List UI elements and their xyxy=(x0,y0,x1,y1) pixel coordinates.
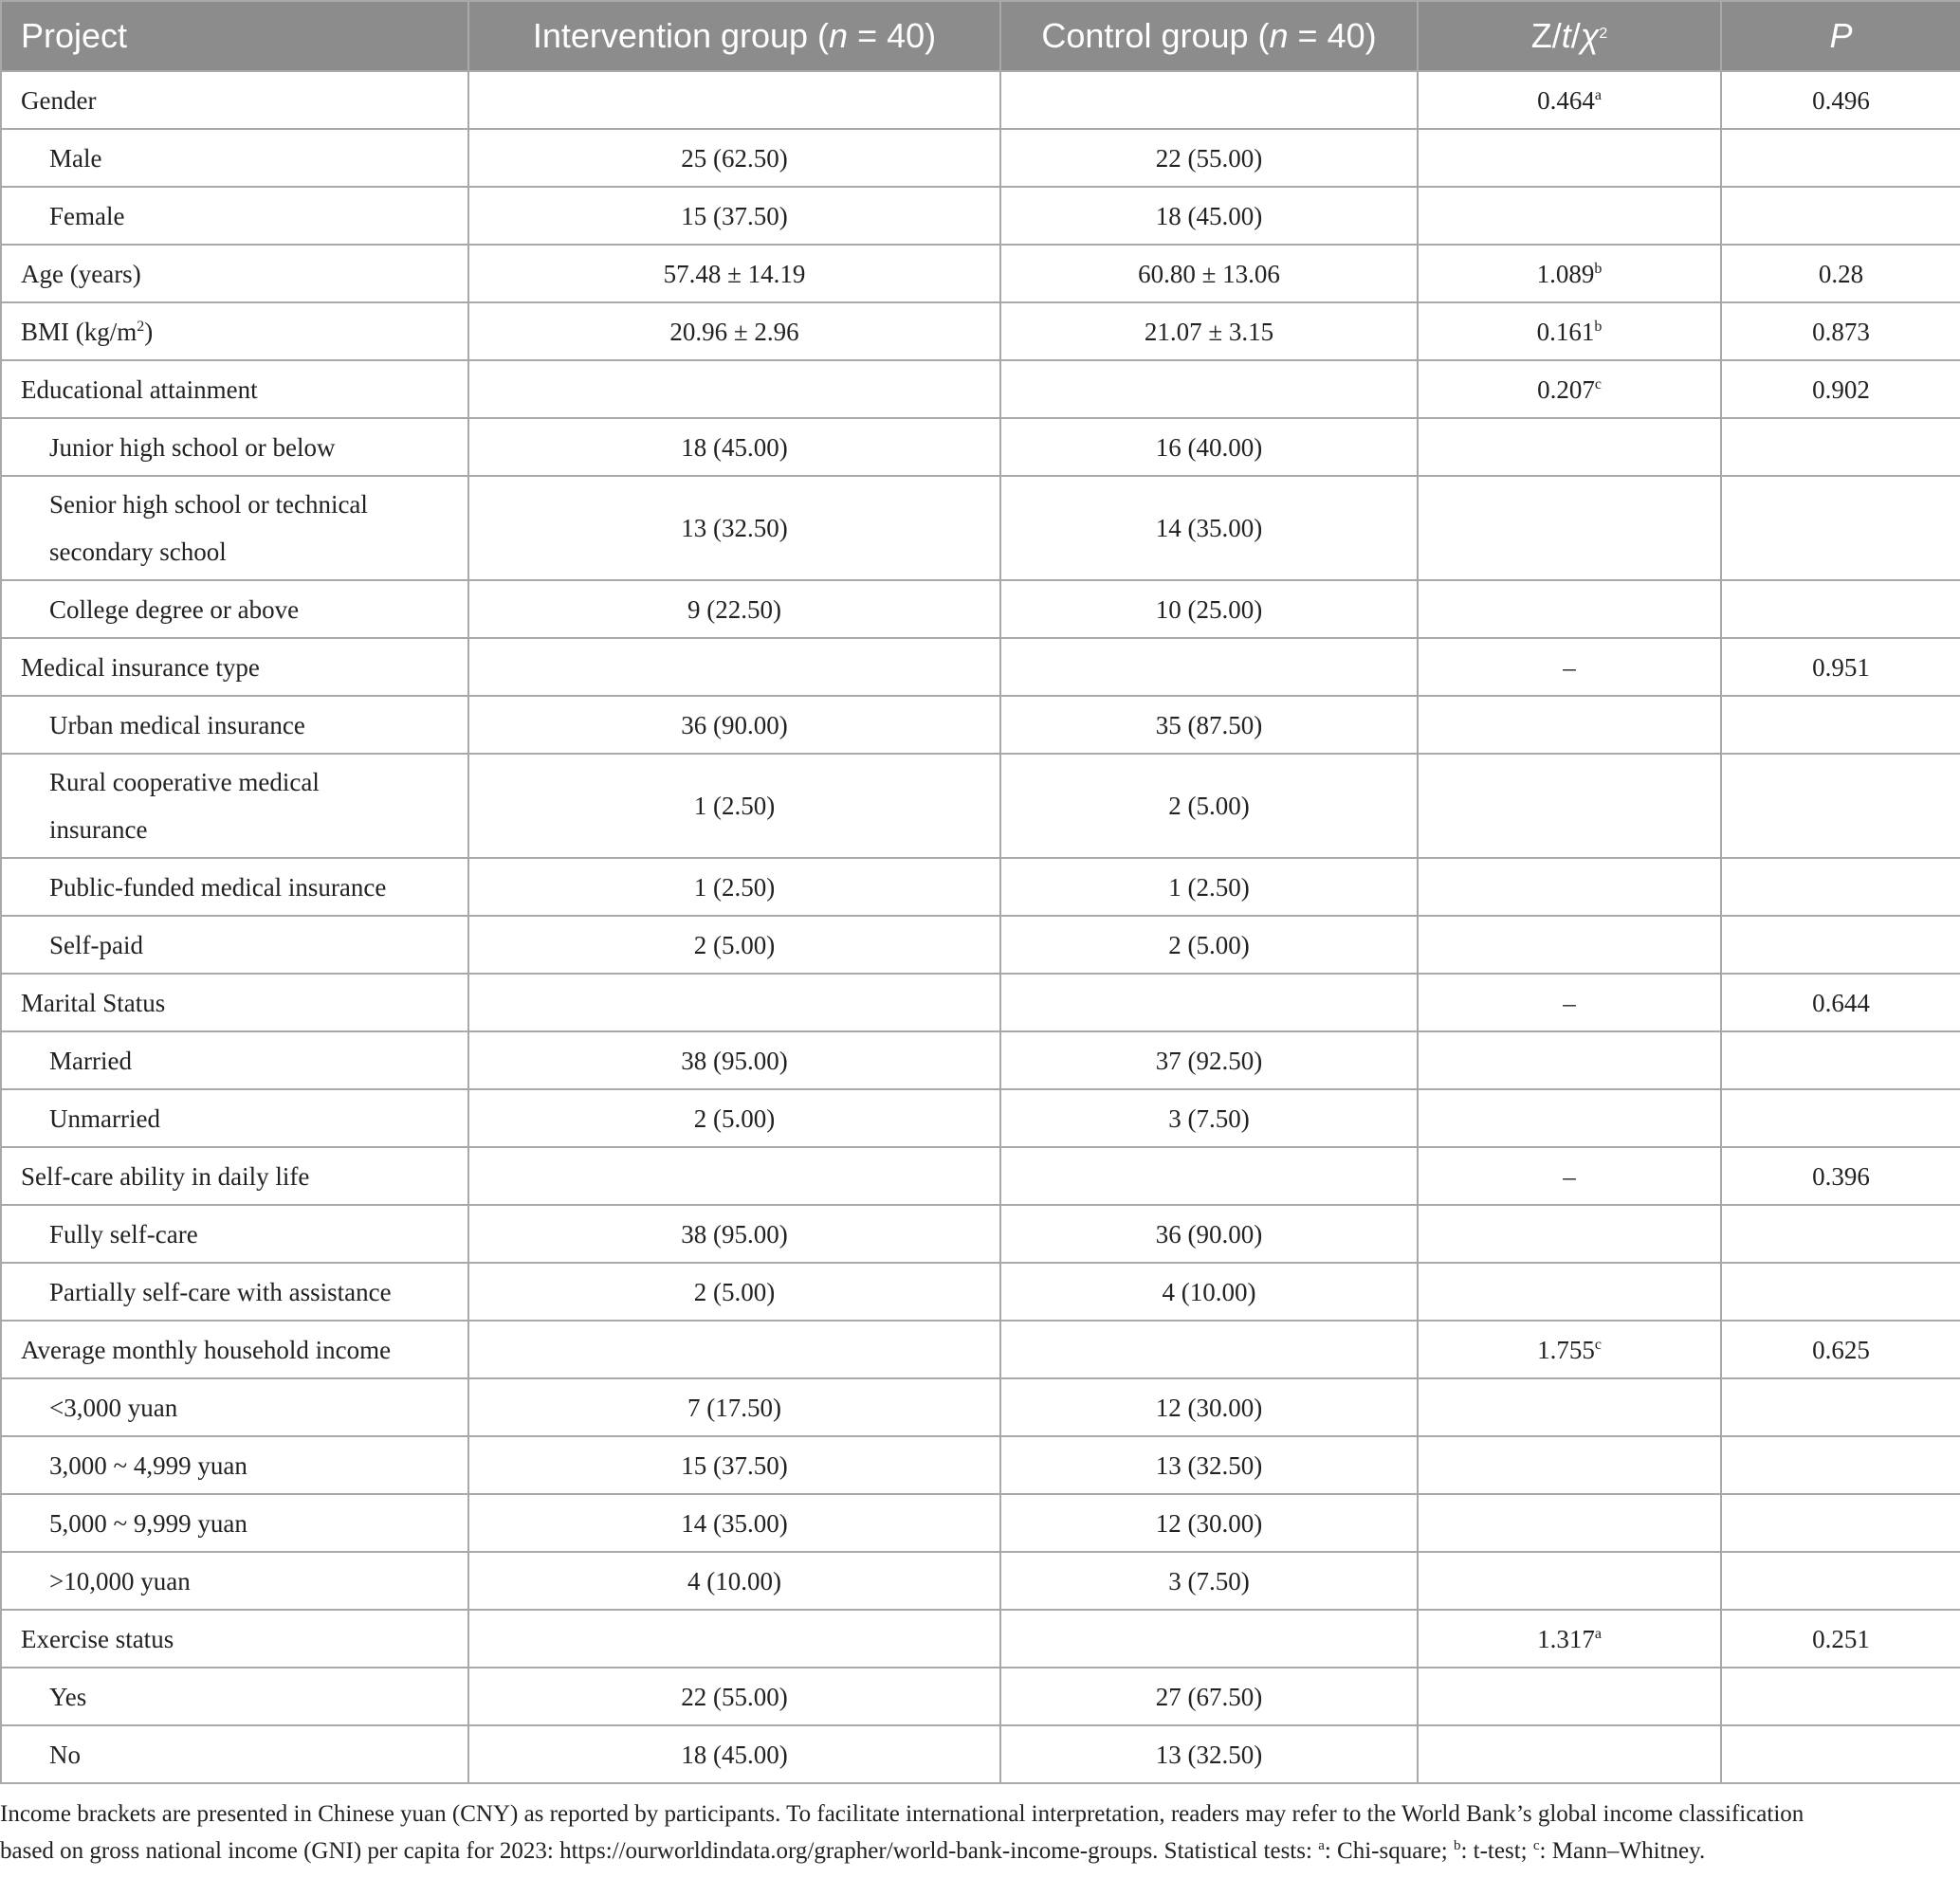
cell-project: Senior high school or technical secondary school xyxy=(1,476,468,580)
cell-intervention xyxy=(468,974,1000,1031)
cell-test-statistic xyxy=(1418,1552,1721,1610)
cell-control xyxy=(1000,974,1418,1031)
cell-project: Partially self-care with assistance xyxy=(1,1263,468,1321)
cell-p-value xyxy=(1721,187,1960,245)
cell-p-value xyxy=(1721,1031,1960,1089)
cell-p-value xyxy=(1721,1494,1960,1552)
table-row xyxy=(1,696,1960,754)
cell-test-statistic: 0.207$^c$ xyxy=(1418,360,1721,418)
cell-control: 60.80 ± 13.06 xyxy=(1000,245,1418,302)
cell-control: 4 (10.00) xyxy=(1000,1263,1418,1321)
cell-p-value xyxy=(1721,1089,1960,1147)
cell-p-value xyxy=(1721,696,1960,754)
cell-test-statistic xyxy=(1418,916,1721,974)
cell-control: 12 (30.00) xyxy=(1000,1494,1418,1552)
cell-p-value xyxy=(1721,754,1960,858)
table-row xyxy=(1,580,1960,638)
cell-project: Self-paid xyxy=(1,916,468,974)
cell-project: Fully self-care xyxy=(1,1205,468,1263)
cell-test-statistic xyxy=(1418,1263,1721,1321)
cell-project: Married xyxy=(1,1031,468,1089)
header-control-group: Control group (n = 40) xyxy=(1000,1,1418,71)
cell-test-statistic xyxy=(1418,1668,1721,1725)
table-row xyxy=(1,1494,1960,1552)
cell-test-statistic xyxy=(1418,1205,1721,1263)
cell-control: 12 (30.00) xyxy=(1000,1378,1418,1436)
cell-test-statistic xyxy=(1418,476,1721,580)
cell-intervention: 15 (37.50) xyxy=(468,1436,1000,1494)
table-row xyxy=(1,71,1960,129)
cell-test-statistic xyxy=(1418,754,1721,858)
cell-project: Public-funded medical insurance xyxy=(1,858,468,916)
cell-intervention: 4 (10.00) xyxy=(468,1552,1000,1610)
cell-control: 27 (67.50) xyxy=(1000,1668,1418,1725)
cell-project: Junior high school or below xyxy=(1,418,468,476)
cell-p-value xyxy=(1721,1552,1960,1610)
cell-intervention xyxy=(468,71,1000,129)
table-row xyxy=(1,754,1960,858)
cell-project: No xyxy=(1,1725,468,1783)
cell-intervention: 57.48 ± 14.19 xyxy=(468,245,1000,302)
header-project: Project xyxy=(1,1,468,71)
cell-project: Educational attainment xyxy=(1,360,468,418)
cell-test-statistic xyxy=(1418,858,1721,916)
table-footnote xyxy=(0,1796,1960,1869)
cell-project: Exercise status xyxy=(1,1610,468,1668)
cell-intervention: 18 (45.00) xyxy=(468,1725,1000,1783)
cell-control: 22 (55.00) xyxy=(1000,129,1418,187)
table-row xyxy=(1,418,1960,476)
cell-project: >10,000 yuan xyxy=(1,1552,468,1610)
cell-intervention: 14 (35.00) xyxy=(468,1494,1000,1552)
cell-intervention: 9 (22.50) xyxy=(468,580,1000,638)
footnote-line-1: Income brackets are presented in Chinese yuan (CNY) as reported by participants. To facilitate international interpretation, readers may refer to the World Bank’s global income classification xyxy=(0,1801,1804,1827)
cell-project: Marital Status xyxy=(1,974,468,1031)
cell-project: 5,000 ~ 9,999 yuan xyxy=(1,1494,468,1552)
table-row xyxy=(1,129,1960,187)
cell-intervention xyxy=(468,1610,1000,1668)
table-row xyxy=(1,360,1960,418)
cell-project: Average monthly household income xyxy=(1,1321,468,1378)
cell-control: 36 (90.00) xyxy=(1000,1205,1418,1263)
cell-control: 2 (5.00) xyxy=(1000,916,1418,974)
cell-intervention xyxy=(468,638,1000,696)
cell-project: Unmarried xyxy=(1,1089,468,1147)
cell-project: Gender xyxy=(1,71,468,129)
cell-intervention: 1 (2.50) xyxy=(468,858,1000,916)
cell-test-statistic: 1.317$^a$ xyxy=(1418,1610,1721,1668)
cell-p-value: 0.396 xyxy=(1721,1147,1960,1205)
cell-control: 18 (45.00) xyxy=(1000,187,1418,245)
cell-intervention: 20.96 ± 2.96 xyxy=(468,302,1000,360)
footnote-line-2: based on gross national income (GNI) per capita for 2023: https://ourworldindata.org/grapher/world-bank-income-groups. Statistical tests: $^a$: Chi-square; $^b$: t-test; $^c$: Mann–Whitney. xyxy=(0,1838,1706,1864)
cell-test-statistic xyxy=(1418,580,1721,638)
cell-control xyxy=(1000,1147,1418,1205)
table-row xyxy=(1,1378,1960,1436)
cell-project: Self-care ability in daily life xyxy=(1,1147,468,1205)
cell-p-value xyxy=(1721,1436,1960,1494)
cell-project: BMI $(kg/m^2)$ xyxy=(1,302,468,360)
cell-test-statistic: 1.755$^c$ xyxy=(1418,1321,1721,1378)
table-row xyxy=(1,476,1960,580)
table-row xyxy=(1,974,1960,1031)
cell-control: 13 (32.50) xyxy=(1000,1725,1418,1783)
cell-test-statistic: – xyxy=(1418,974,1721,1031)
cell-p-value: 0.873 xyxy=(1721,302,1960,360)
cell-control: 3 (7.50) xyxy=(1000,1089,1418,1147)
cell-intervention: 22 (55.00) xyxy=(468,1668,1000,1725)
cell-p-value: 0.951 xyxy=(1721,638,1960,696)
table-row xyxy=(1,1147,1960,1205)
cell-test-statistic xyxy=(1418,1725,1721,1783)
table-row xyxy=(1,245,1960,302)
table-row xyxy=(1,1089,1960,1147)
cell-control xyxy=(1000,71,1418,129)
cell-test-statistic xyxy=(1418,1436,1721,1494)
cell-p-value: 0.496 xyxy=(1721,71,1960,129)
cell-control: 2 (5.00) xyxy=(1000,754,1418,858)
table-row xyxy=(1,1205,1960,1263)
cell-p-value xyxy=(1721,129,1960,187)
cell-project: <3,000 yuan xyxy=(1,1378,468,1436)
table-row xyxy=(1,1031,1960,1089)
table-row xyxy=(1,916,1960,974)
cell-test-statistic: – xyxy=(1418,638,1721,696)
cell-project: Yes xyxy=(1,1668,468,1725)
cell-intervention: 2 (5.00) xyxy=(468,916,1000,974)
table-row xyxy=(1,638,1960,696)
cell-project: Female xyxy=(1,187,468,245)
cell-test-statistic xyxy=(1418,418,1721,476)
table-body xyxy=(1,71,1960,1783)
cell-project: 3,000 ~ 4,999 yuan xyxy=(1,1436,468,1494)
cell-intervention xyxy=(468,1321,1000,1378)
table-row xyxy=(1,1263,1960,1321)
table-row xyxy=(1,187,1960,245)
cell-control: 3 (7.50) xyxy=(1000,1552,1418,1610)
cell-control xyxy=(1000,360,1418,418)
cell-control: 13 (32.50) xyxy=(1000,1436,1418,1494)
cell-test-statistic xyxy=(1418,187,1721,245)
cell-control xyxy=(1000,638,1418,696)
cell-project: Urban medical insurance xyxy=(1,696,468,754)
cell-intervention: 25 (62.50) xyxy=(468,129,1000,187)
cell-control: 16 (40.00) xyxy=(1000,418,1418,476)
cell-intervention: 36 (90.00) xyxy=(468,696,1000,754)
cell-control xyxy=(1000,1610,1418,1668)
table-row xyxy=(1,1436,1960,1494)
cell-test-statistic xyxy=(1418,129,1721,187)
cell-intervention: 15 (37.50) xyxy=(468,187,1000,245)
cell-test-statistic: 0.161$^b$ xyxy=(1418,302,1721,360)
cell-test-statistic xyxy=(1418,1494,1721,1552)
cell-p-value xyxy=(1721,1263,1960,1321)
cell-p-value xyxy=(1721,1725,1960,1783)
table-header-row xyxy=(1,1,1960,71)
cell-p-value xyxy=(1721,916,1960,974)
cell-control: 10 (25.00) xyxy=(1000,580,1418,638)
table-row xyxy=(1,1610,1960,1668)
header-test-statistic: $Z/t/\chi^2$ xyxy=(1418,1,1721,71)
cell-p-value: 0.28 xyxy=(1721,245,1960,302)
cell-project: Medical insurance type xyxy=(1,638,468,696)
cell-project: Age (years) xyxy=(1,245,468,302)
cell-test-statistic xyxy=(1418,1378,1721,1436)
cell-p-value xyxy=(1721,580,1960,638)
table-row xyxy=(1,1668,1960,1725)
cell-p-value: 0.902 xyxy=(1721,360,1960,418)
cell-control: 1 (2.50) xyxy=(1000,858,1418,916)
table-row xyxy=(1,1552,1960,1610)
cell-p-value xyxy=(1721,858,1960,916)
cell-control: 37 (92.50) xyxy=(1000,1031,1418,1089)
cell-intervention: 2 (5.00) xyxy=(468,1263,1000,1321)
cell-intervention: 7 (17.50) xyxy=(468,1378,1000,1436)
cell-project: Male xyxy=(1,129,468,187)
cell-intervention xyxy=(468,360,1000,418)
cell-test-statistic xyxy=(1418,1089,1721,1147)
cell-p-value: 0.644 xyxy=(1721,974,1960,1031)
cell-control xyxy=(1000,1321,1418,1378)
cell-test-statistic: 1.089$^b$ xyxy=(1418,245,1721,302)
cell-test-statistic xyxy=(1418,1031,1721,1089)
table-row xyxy=(1,1321,1960,1378)
cell-p-value xyxy=(1721,1668,1960,1725)
cell-p-value xyxy=(1721,476,1960,580)
cell-intervention: 38 (95.00) xyxy=(468,1205,1000,1263)
header-intervention-group: Intervention group (n = 40) xyxy=(468,1,1000,71)
cell-p-value xyxy=(1721,1378,1960,1436)
table-row xyxy=(1,858,1960,916)
cell-p-value: 0.251 xyxy=(1721,1610,1960,1668)
cell-test-statistic: – xyxy=(1418,1147,1721,1205)
cell-intervention: 38 (95.00) xyxy=(468,1031,1000,1089)
header-p-value: P xyxy=(1721,1,1960,71)
cell-intervention: 13 (32.50) xyxy=(468,476,1000,580)
cell-intervention: 1 (2.50) xyxy=(468,754,1000,858)
cell-project: Rural cooperative medical insurance xyxy=(1,754,468,858)
cell-p-value xyxy=(1721,418,1960,476)
cell-p-value: 0.625 xyxy=(1721,1321,1960,1378)
cell-intervention: 2 (5.00) xyxy=(468,1089,1000,1147)
cell-test-statistic xyxy=(1418,696,1721,754)
table-row xyxy=(1,1725,1960,1783)
cell-control: 14 (35.00) xyxy=(1000,476,1418,580)
cell-p-value xyxy=(1721,1205,1960,1263)
cell-control: 21.07 ± 3.15 xyxy=(1000,302,1418,360)
cell-project: College degree or above xyxy=(1,580,468,638)
cell-test-statistic: 0.464$^a$ xyxy=(1418,71,1721,129)
cell-intervention: 18 (45.00) xyxy=(468,418,1000,476)
cell-intervention xyxy=(468,1147,1000,1205)
table-row xyxy=(1,302,1960,360)
cell-control: 35 (87.50) xyxy=(1000,696,1418,754)
